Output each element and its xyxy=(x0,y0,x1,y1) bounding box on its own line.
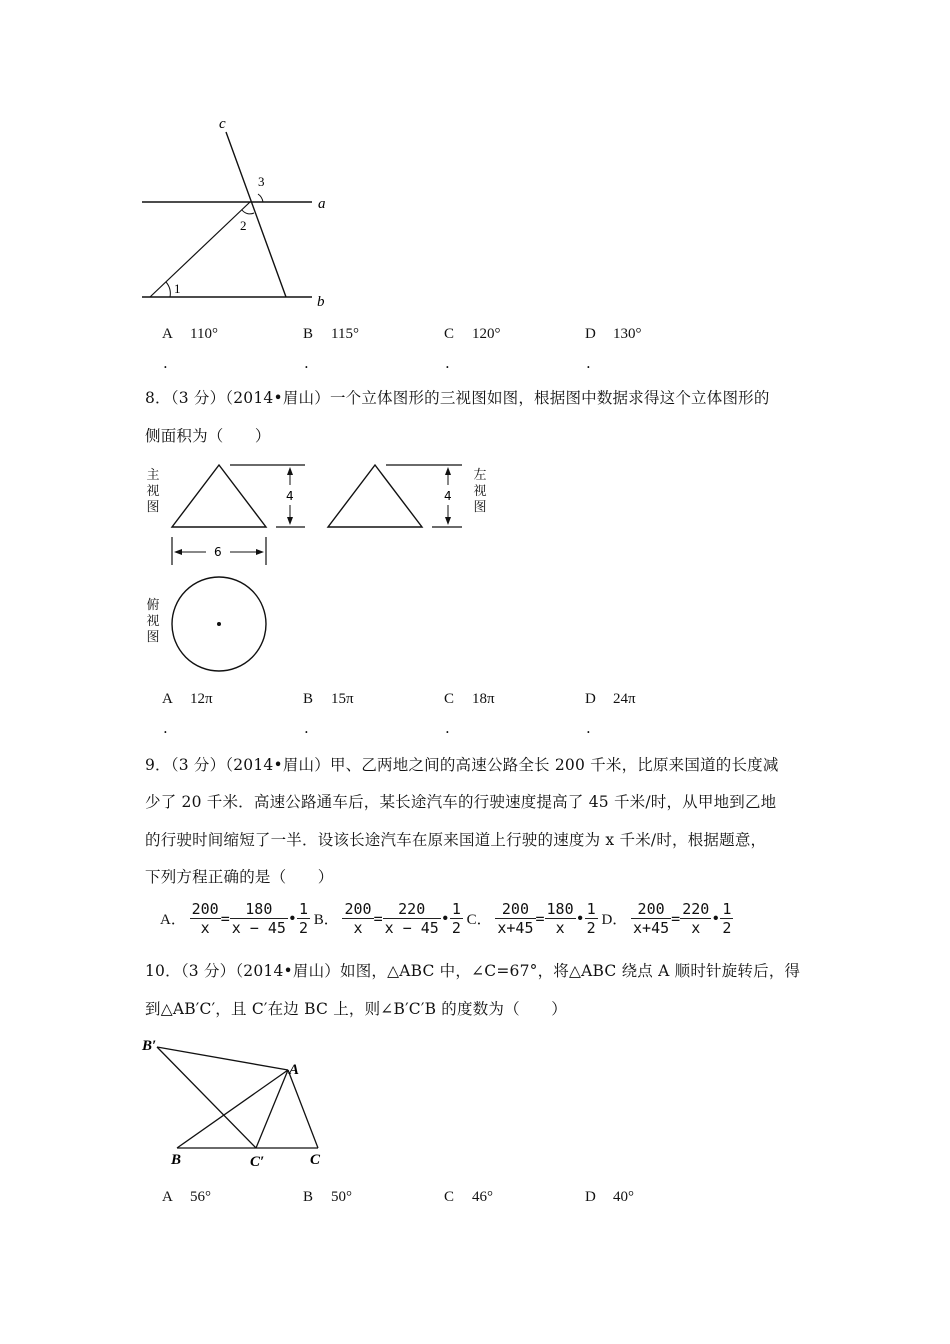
q7-option-d[interactable] xyxy=(585,326,642,343)
option-value: 46° xyxy=(472,1189,493,1205)
q10-text-line2: 到△AB′C′，且 C′在边 BC 上，则∠B′C′B 的度数为（ ） xyxy=(145,1000,567,1018)
option-value: 110° xyxy=(190,326,218,342)
q10-option-d[interactable] xyxy=(585,1189,634,1206)
left-view-label xyxy=(473,468,487,516)
label-b: B xyxy=(171,1152,182,1168)
fraction xyxy=(342,900,373,937)
q9-text-line4: 下列方程正确的是（ ） xyxy=(145,868,334,886)
denominator: x xyxy=(555,919,565,937)
denominator: 2 xyxy=(298,919,308,937)
numerator: 200 xyxy=(495,900,535,919)
fraction xyxy=(190,900,221,937)
fraction xyxy=(495,900,535,937)
left-view-triangle xyxy=(328,465,422,527)
label-char: 左 xyxy=(473,468,487,483)
angle-2-arc xyxy=(242,210,254,214)
q7-figure xyxy=(130,110,350,315)
front-view-triangle xyxy=(172,465,266,527)
label-char: 图 xyxy=(146,630,160,645)
option-dot: . xyxy=(163,354,168,372)
fraction xyxy=(230,900,288,937)
width-label: 6 xyxy=(214,545,222,559)
q7-option-c[interactable] xyxy=(444,326,501,343)
times-dot: • xyxy=(440,909,450,928)
denominator: 2 xyxy=(586,919,596,937)
denominator: x xyxy=(353,919,363,937)
label-2: 2 xyxy=(240,218,247,233)
q8-option-d[interactable] xyxy=(585,691,636,708)
numerator: 1 xyxy=(451,900,461,918)
times-dot: • xyxy=(575,909,585,928)
option-value: 115° xyxy=(331,326,359,342)
denominator: x xyxy=(691,919,701,937)
option-dot: . xyxy=(445,719,450,737)
q10-option-c[interactable] xyxy=(444,1189,493,1206)
option-value: 50° xyxy=(331,1189,352,1205)
label-c-prime: C′ xyxy=(250,1154,265,1170)
numerator: 200 xyxy=(344,900,372,918)
transversal xyxy=(150,202,250,297)
option-dot: . xyxy=(586,354,591,372)
label-char: 主 xyxy=(146,468,160,483)
q10-figure xyxy=(135,1030,335,1175)
times-dot: • xyxy=(711,909,721,928)
numerator: 220 xyxy=(682,900,710,918)
label-a: a xyxy=(318,196,326,212)
equals-sign: = xyxy=(671,909,681,928)
option-value: 40° xyxy=(613,1189,634,1205)
label-3: 3 xyxy=(258,174,265,189)
numerator: 1 xyxy=(722,900,732,918)
q10-option-b[interactable] xyxy=(303,1189,352,1206)
option-letter: A xyxy=(162,1189,173,1205)
q8-option-c[interactable] xyxy=(444,691,495,708)
label-b-prime: B′ xyxy=(142,1038,157,1054)
label-c: c xyxy=(219,116,226,132)
option-letter: C xyxy=(444,326,455,342)
label-b: b xyxy=(317,294,325,310)
option-letter: A． xyxy=(160,912,186,928)
label-char: 图 xyxy=(146,500,160,515)
label-char: 视 xyxy=(146,484,160,499)
numerator: 180 xyxy=(546,900,574,918)
arrow xyxy=(256,549,264,555)
fraction xyxy=(383,900,441,937)
q9-option-c[interactable] xyxy=(466,900,602,937)
numerator: 220 xyxy=(383,900,441,919)
option-dot: . xyxy=(163,719,168,737)
option-letter: B xyxy=(303,326,314,342)
q9-option-d[interactable] xyxy=(601,900,733,937)
option-letter: D． xyxy=(601,912,628,928)
option-letter: D xyxy=(585,1189,596,1205)
fraction xyxy=(545,900,576,937)
option-letter: C． xyxy=(466,912,492,928)
arrow xyxy=(445,517,451,525)
q9-option-b[interactable] xyxy=(313,900,467,937)
option-dot: . xyxy=(304,719,309,737)
line-c xyxy=(226,132,286,297)
numerator: 200 xyxy=(191,900,219,918)
option-value: 120° xyxy=(472,326,501,342)
label-a: A xyxy=(289,1062,300,1078)
q8-text-line2: 侧面积为（ ） xyxy=(145,427,271,445)
q10-text-line1: 10．（3 分）（2014•眉山）如图，△ABC 中，∠C=67°，将△ABC 绕点 A 顺时针旋转后，得 xyxy=(145,962,801,980)
fraction xyxy=(631,900,671,937)
option-value: 12π xyxy=(190,691,213,707)
denominator: x+45 xyxy=(497,919,534,937)
option-letter: C xyxy=(444,691,455,707)
denominator: x+45 xyxy=(633,919,670,937)
option-letter: B xyxy=(303,1189,314,1205)
q9-text-line1: 9．（3 分）（2014•眉山）甲、乙两地之间的高速公路全长 200 千米，比原来国道的长度减 xyxy=(145,756,779,774)
option-value: 130° xyxy=(613,326,642,342)
equals-sign: = xyxy=(373,909,383,928)
q9-text-line3: 的行驶时间缩短了一半．设该长途汽车在原来国道上行驶的速度为 x 千米/时，根据题意， xyxy=(145,831,767,849)
segment-c-a xyxy=(288,1070,318,1148)
numerator: 180 xyxy=(230,900,288,919)
q8-option-a[interactable] xyxy=(162,691,213,708)
option-letter: A xyxy=(162,691,173,707)
denominator: x xyxy=(200,919,210,937)
denominator: x − 45 xyxy=(384,919,439,937)
label-char: 视 xyxy=(473,484,487,499)
arrow xyxy=(174,549,182,555)
option-dot: . xyxy=(445,354,450,372)
option-letter: D xyxy=(585,691,596,707)
q9-option-a[interactable] xyxy=(160,900,314,937)
label-1: 1 xyxy=(174,281,181,296)
denominator: x − 45 xyxy=(231,919,286,937)
q9-options-row xyxy=(160,900,733,937)
top-view-label xyxy=(146,598,160,646)
equals-sign: = xyxy=(220,909,230,928)
left-height-label: 4 xyxy=(444,489,452,503)
q7-option-a[interactable] xyxy=(162,326,218,343)
option-letter: D xyxy=(585,326,596,342)
front-height-label: 4 xyxy=(286,489,294,503)
arrow xyxy=(287,467,293,475)
option-letter: B xyxy=(303,691,314,707)
angle-3-arc xyxy=(258,194,263,202)
fraction xyxy=(297,900,310,937)
angle-1-arc xyxy=(166,282,170,297)
denominator: 2 xyxy=(451,919,461,937)
three-views-figure xyxy=(160,455,500,680)
option-letter: C xyxy=(444,1189,455,1205)
numerator: 1 xyxy=(298,900,308,918)
numerator: 200 xyxy=(631,900,671,919)
label-char: 视 xyxy=(146,614,160,629)
arrow xyxy=(445,467,451,475)
denominator: 2 xyxy=(722,919,732,937)
fraction xyxy=(585,900,598,937)
fraction xyxy=(450,900,463,937)
q8-option-b[interactable] xyxy=(303,691,354,708)
label-c: C xyxy=(310,1152,321,1168)
option-dot: . xyxy=(304,354,309,372)
option-letter: B． xyxy=(313,912,339,928)
option-dot: . xyxy=(586,719,591,737)
q10-option-a[interactable] xyxy=(162,1189,211,1206)
q9-text-line2: 少了 20 千米．高速公路通车后，某长途汽车的行驶速度提高了 45 千米/时，从甲地到乙地 xyxy=(145,793,777,811)
option-letter: A xyxy=(162,326,173,342)
label-char: 图 xyxy=(473,500,487,515)
option-value: 24π xyxy=(613,691,636,707)
q8-text-line1: 8．（3 分）（2014•眉山）一个立体图形的三视图如图，根据图中数据求得这个立体图形的 xyxy=(145,389,770,407)
arrow xyxy=(287,517,293,525)
equals-sign: = xyxy=(535,909,545,928)
top-view-center xyxy=(217,622,221,626)
numerator: 1 xyxy=(586,900,596,918)
fraction xyxy=(680,900,711,937)
option-value: 56° xyxy=(190,1189,211,1205)
option-value: 15π xyxy=(331,691,354,707)
label-char: 俯 xyxy=(146,598,160,613)
fraction xyxy=(720,900,733,937)
front-view-label xyxy=(146,468,160,516)
times-dot: • xyxy=(287,909,297,928)
q7-option-b[interactable] xyxy=(303,326,359,343)
option-value: 18π xyxy=(472,691,495,707)
